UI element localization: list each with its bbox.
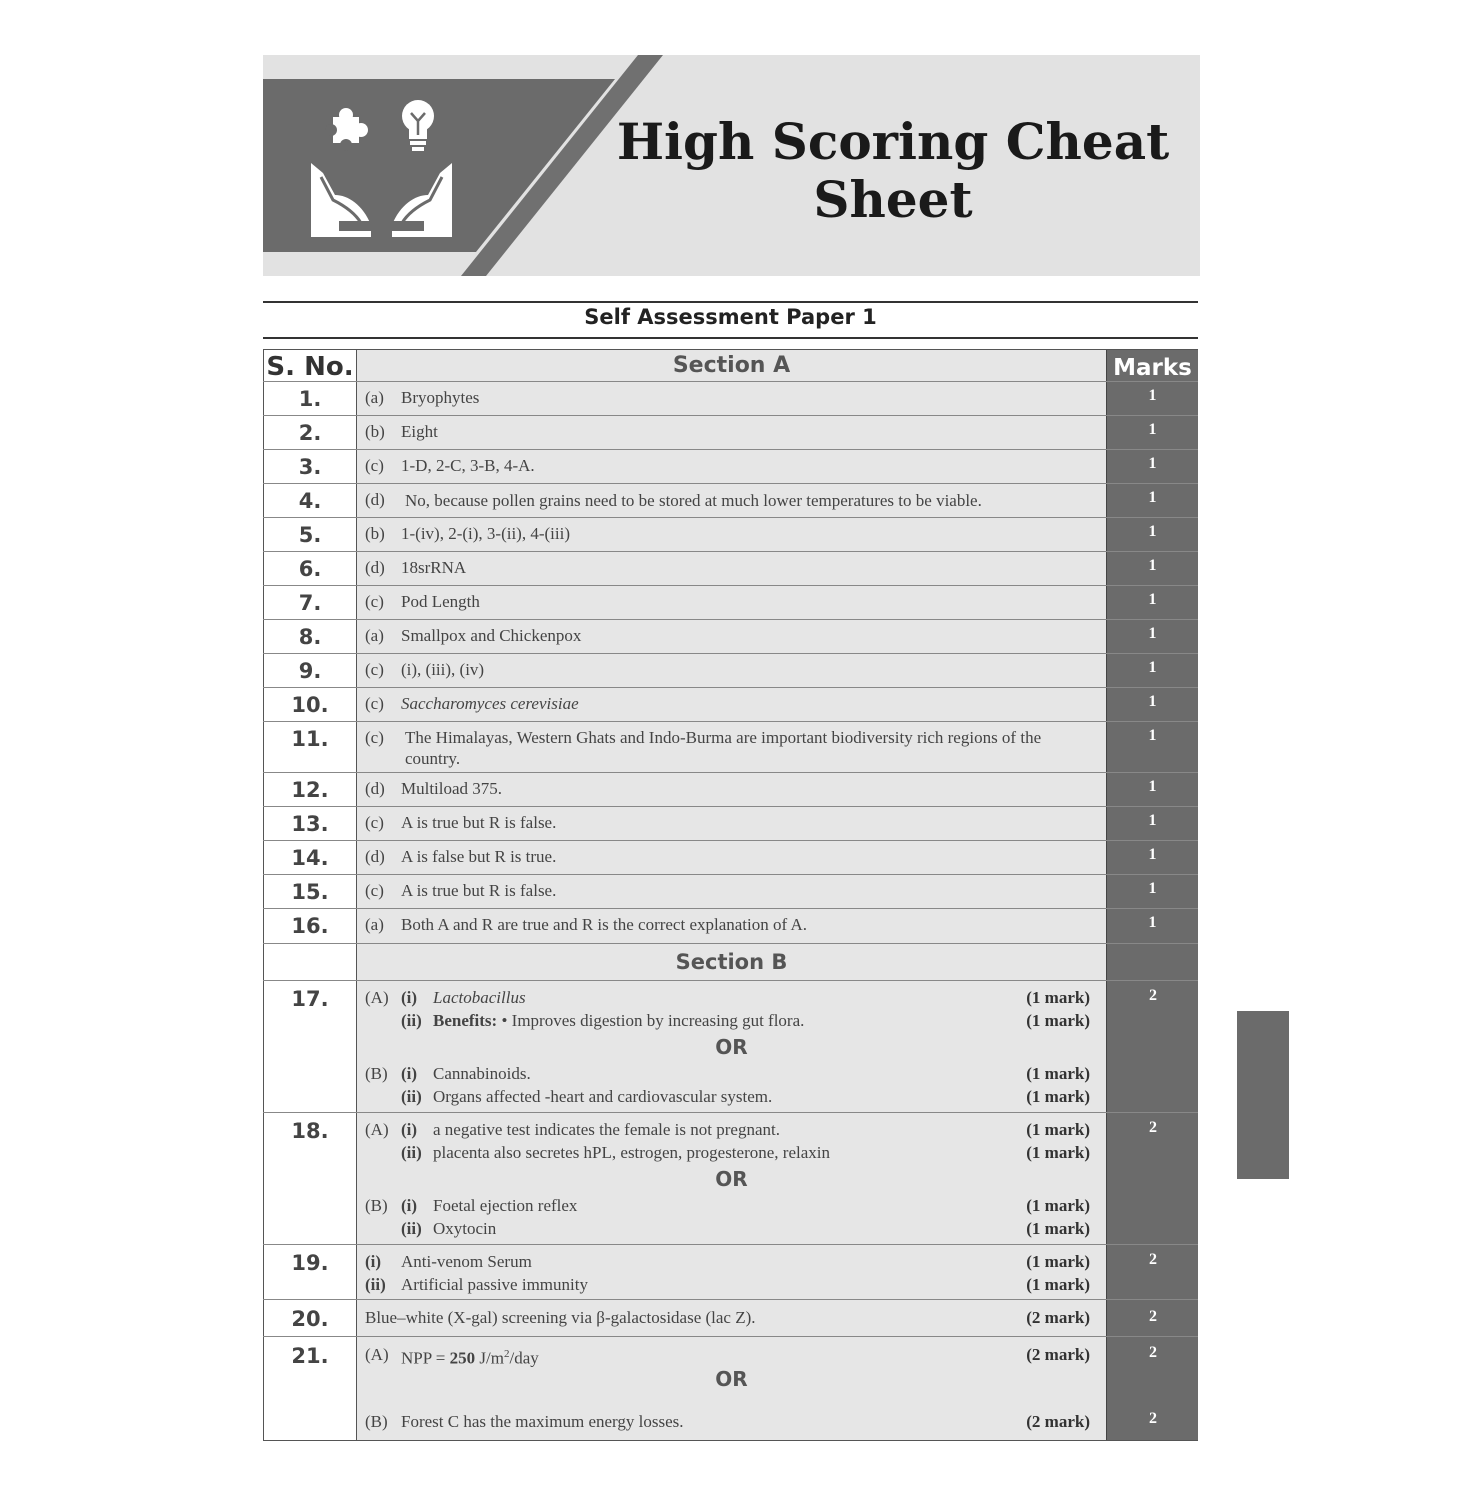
row-marks: 1 xyxy=(1106,722,1198,772)
answer-text: 1-(iv), 2-(i), 3-(ii), 4-(iii) xyxy=(401,524,570,543)
paper-title: Self Assessment Paper 1 xyxy=(584,305,877,329)
option-label: (c) xyxy=(365,881,384,900)
answer-text: 1-D, 2-C, 3-B, 4-A. xyxy=(401,456,535,475)
answer-text: Bryophytes xyxy=(401,388,480,407)
answer-table xyxy=(263,349,1198,1441)
table-row xyxy=(263,620,1198,654)
sub-label: (i) xyxy=(401,1196,418,1215)
or-label: OR xyxy=(715,1367,748,1391)
sub-label: (i) xyxy=(365,1252,382,1271)
table-row xyxy=(263,382,1198,416)
answer-text: NPP = xyxy=(401,1348,446,1368)
mark-note: (1 mark) xyxy=(1026,1143,1090,1162)
mark-note: (1 mark) xyxy=(1026,988,1090,1007)
row-marks: 1 xyxy=(1106,841,1198,874)
row-sno: 11. xyxy=(263,722,357,772)
row-sno: 19. xyxy=(291,1251,329,1275)
option-label: (d) xyxy=(365,847,385,866)
row-marks: 1 xyxy=(1106,875,1198,908)
answer-text: placenta also secretes hPL, estrogen, progesterone, relaxin xyxy=(433,1143,830,1162)
mark-note: (1 mark) xyxy=(1026,1219,1090,1238)
answer-text: Blue–white (X-gal) screening via β-galactosidase (lac Z). xyxy=(365,1308,756,1327)
mark-note: (1 mark) xyxy=(1026,1196,1090,1215)
row-marks: 1 xyxy=(1106,484,1198,517)
mark-note: (1 mark) xyxy=(1026,1011,1090,1030)
row-sno: 2. xyxy=(263,416,357,449)
row-marks: 1 xyxy=(1106,416,1198,449)
sub-label: (ii) xyxy=(365,1275,386,1294)
row-marks: 1 xyxy=(1106,382,1198,415)
mark-note: (1 mark) xyxy=(1026,1275,1090,1294)
table-row xyxy=(263,450,1198,484)
table-row xyxy=(263,1300,1198,1337)
table-row xyxy=(263,1337,1198,1441)
row-marks: 1 xyxy=(1106,654,1198,687)
option-label: (A) xyxy=(365,988,389,1007)
sub-label: (i) xyxy=(401,988,418,1007)
option-label: (c) xyxy=(365,456,384,475)
row-sno: 8. xyxy=(263,620,357,653)
answer-text: Oxytocin xyxy=(433,1219,497,1238)
row-sno: 17. xyxy=(291,987,329,1011)
answer-text: Lactobacillus xyxy=(433,988,526,1007)
table-row xyxy=(263,722,1198,773)
mark-note: (2 mark) xyxy=(1026,1412,1090,1431)
option-label: (B) xyxy=(365,1412,388,1431)
option-label: (c) xyxy=(365,592,384,611)
page-title-line1: High Scoring Cheat xyxy=(616,112,1170,171)
row-sno: 13. xyxy=(263,807,357,840)
answer-text: Saccharomyces cerevisiae xyxy=(401,694,579,713)
table-row xyxy=(263,484,1198,518)
answer-text: Organs affected -heart and cardiovascular system. xyxy=(433,1087,773,1106)
row-marks: 1 xyxy=(1106,688,1198,721)
answer-text: (i), (iii), (iv) xyxy=(401,660,485,679)
row-sno: 5. xyxy=(263,518,357,551)
row-sno: 18. xyxy=(291,1119,329,1143)
answer-text: Cannabinoids. xyxy=(433,1064,531,1083)
row-sno: 16. xyxy=(263,909,357,943)
option-label: (a) xyxy=(365,388,384,407)
row-sno: 14. xyxy=(263,841,357,874)
option-label: (a) xyxy=(365,626,384,645)
mark-note: (1 mark) xyxy=(1026,1252,1090,1271)
sub-label: (ii) xyxy=(401,1143,422,1162)
table-row xyxy=(263,518,1198,552)
answer-text: The Himalayas, Western Ghats and Indo-Burma are important biodiversity rich regions of the country. xyxy=(405,728,1042,768)
mark-note: (1 mark) xyxy=(1026,1087,1090,1106)
table-row xyxy=(263,981,1198,1113)
row-sno: 20. xyxy=(291,1307,329,1331)
option-label: (b) xyxy=(365,524,385,543)
answer-text: Forest C has the maximum energy losses. xyxy=(401,1412,684,1431)
answer-text: A is true but R is false. xyxy=(401,813,557,832)
mark-note: (2 mark) xyxy=(1026,1345,1090,1364)
table-row xyxy=(263,1113,1198,1245)
option-label: (B) xyxy=(365,1064,388,1083)
answer-text: a negative test indicates the female is not pregnant. xyxy=(433,1120,780,1139)
row-marks: 1 xyxy=(1106,620,1198,653)
answer-text: Smallpox and Chickenpox xyxy=(401,626,582,645)
option-label: (d) xyxy=(365,490,385,509)
answer-text: Artificial passive immunity xyxy=(401,1275,588,1294)
row-sno: 12. xyxy=(263,773,357,806)
answer-text: Pod Length xyxy=(401,592,480,611)
page-title xyxy=(603,113,1183,229)
answer-value: 250 xyxy=(449,1348,476,1368)
bottom-rule xyxy=(263,337,1198,339)
section-b-title: Section B xyxy=(357,944,1106,980)
answer-text: Multiload 375. xyxy=(401,779,503,798)
answer-text: Anti-venom Serum xyxy=(401,1252,532,1271)
row-sno: 1. xyxy=(263,382,357,415)
row-sno: 21. xyxy=(291,1344,329,1368)
row-marks: 1 xyxy=(1106,773,1198,806)
header-sno: S. No. xyxy=(263,350,357,381)
row-marks: 1 xyxy=(1106,450,1198,483)
row-marks: 2 xyxy=(1149,1251,1157,1268)
side-tab xyxy=(1237,1011,1289,1179)
table-row xyxy=(263,586,1198,620)
row-marks: 2 xyxy=(1149,1119,1157,1136)
answer-text: No, because pollen grains need to be stored at much lower temperatures to be viable. xyxy=(405,491,982,510)
table-row xyxy=(263,875,1198,909)
answer-text: A is false but R is true. xyxy=(401,847,557,866)
row-sno: 3. xyxy=(263,450,357,483)
option-label: (d) xyxy=(365,558,385,577)
mark-note: (1 mark) xyxy=(1026,1120,1090,1139)
answer-unit-suffix: /day xyxy=(509,1348,539,1368)
option-label: (c) xyxy=(365,813,384,832)
option-label: (a) xyxy=(365,915,384,934)
sub-label: (i) xyxy=(401,1120,418,1139)
row-marks: 1 xyxy=(1106,807,1198,840)
option-label: (A) xyxy=(365,1345,389,1364)
table-row xyxy=(263,688,1198,722)
answer-text: 18srRNA xyxy=(401,558,467,577)
answer-text: Both A and R are true and R is the correct explanation of A. xyxy=(401,915,808,934)
table-row xyxy=(263,1245,1198,1300)
sub-label: (ii) xyxy=(401,1087,422,1106)
header-section-a: Section A xyxy=(357,350,1106,381)
mark-note: (1 mark) xyxy=(1026,1064,1090,1083)
table-row xyxy=(263,807,1198,841)
answer-text: A is true but R is false. xyxy=(401,881,557,900)
mark-note: (2 mark) xyxy=(1026,1308,1090,1327)
row-sno: 7. xyxy=(263,586,357,619)
row-marks: 2 xyxy=(1149,1410,1157,1427)
answer-unit: J/m xyxy=(479,1348,504,1368)
section-a-rows xyxy=(263,382,1198,944)
row-marks: 1 xyxy=(1106,518,1198,551)
table-row xyxy=(263,909,1198,944)
sub-label: (ii) xyxy=(401,1011,422,1030)
row-marks: 2 xyxy=(1149,1344,1157,1361)
option-label: (A) xyxy=(365,1120,389,1139)
table-row xyxy=(263,773,1198,807)
row-marks: 2 xyxy=(1149,987,1157,1004)
row-sno: 10. xyxy=(263,688,357,721)
section-b-header xyxy=(263,944,1198,981)
row-marks: 1 xyxy=(1106,586,1198,619)
row-sno: 4. xyxy=(263,484,357,517)
page-title-line2: Sheet xyxy=(813,170,973,229)
table-row xyxy=(263,654,1198,688)
answer-text: Improves digestion by increasing gut flora. xyxy=(511,1011,805,1030)
option-label: (d) xyxy=(365,779,385,798)
row-marks: 1 xyxy=(1106,909,1198,943)
row-marks: 1 xyxy=(1106,552,1198,585)
header-marks: Marks xyxy=(1106,350,1198,381)
bullet-icon: • xyxy=(501,1011,508,1030)
top-rule xyxy=(263,301,1198,303)
table-row xyxy=(263,841,1198,875)
banner xyxy=(263,55,1200,276)
or-label: OR xyxy=(715,1167,748,1191)
answer-bold-label: Benefits: xyxy=(433,1011,498,1030)
row-sno: 6. xyxy=(263,552,357,585)
option-label: (c) xyxy=(365,694,384,713)
answer-text: Foetal ejection reflex xyxy=(433,1196,578,1215)
row-marks: 2 xyxy=(1149,1308,1157,1325)
option-label: (c) xyxy=(365,728,384,747)
answer-unit-exponent: 2 xyxy=(503,1348,510,1360)
option-label: (B) xyxy=(365,1196,388,1215)
option-label: (c) xyxy=(365,660,384,679)
answer-text: Eight xyxy=(401,422,438,441)
table-row xyxy=(263,416,1198,450)
table-header xyxy=(263,349,1198,382)
sub-label: (i) xyxy=(401,1064,418,1083)
row-sno: 9. xyxy=(263,654,357,687)
or-label: OR xyxy=(715,1035,748,1059)
option-label: (b) xyxy=(365,422,385,441)
row-sno: 15. xyxy=(263,875,357,908)
table-row xyxy=(263,552,1198,586)
sub-label: (ii) xyxy=(401,1219,422,1238)
